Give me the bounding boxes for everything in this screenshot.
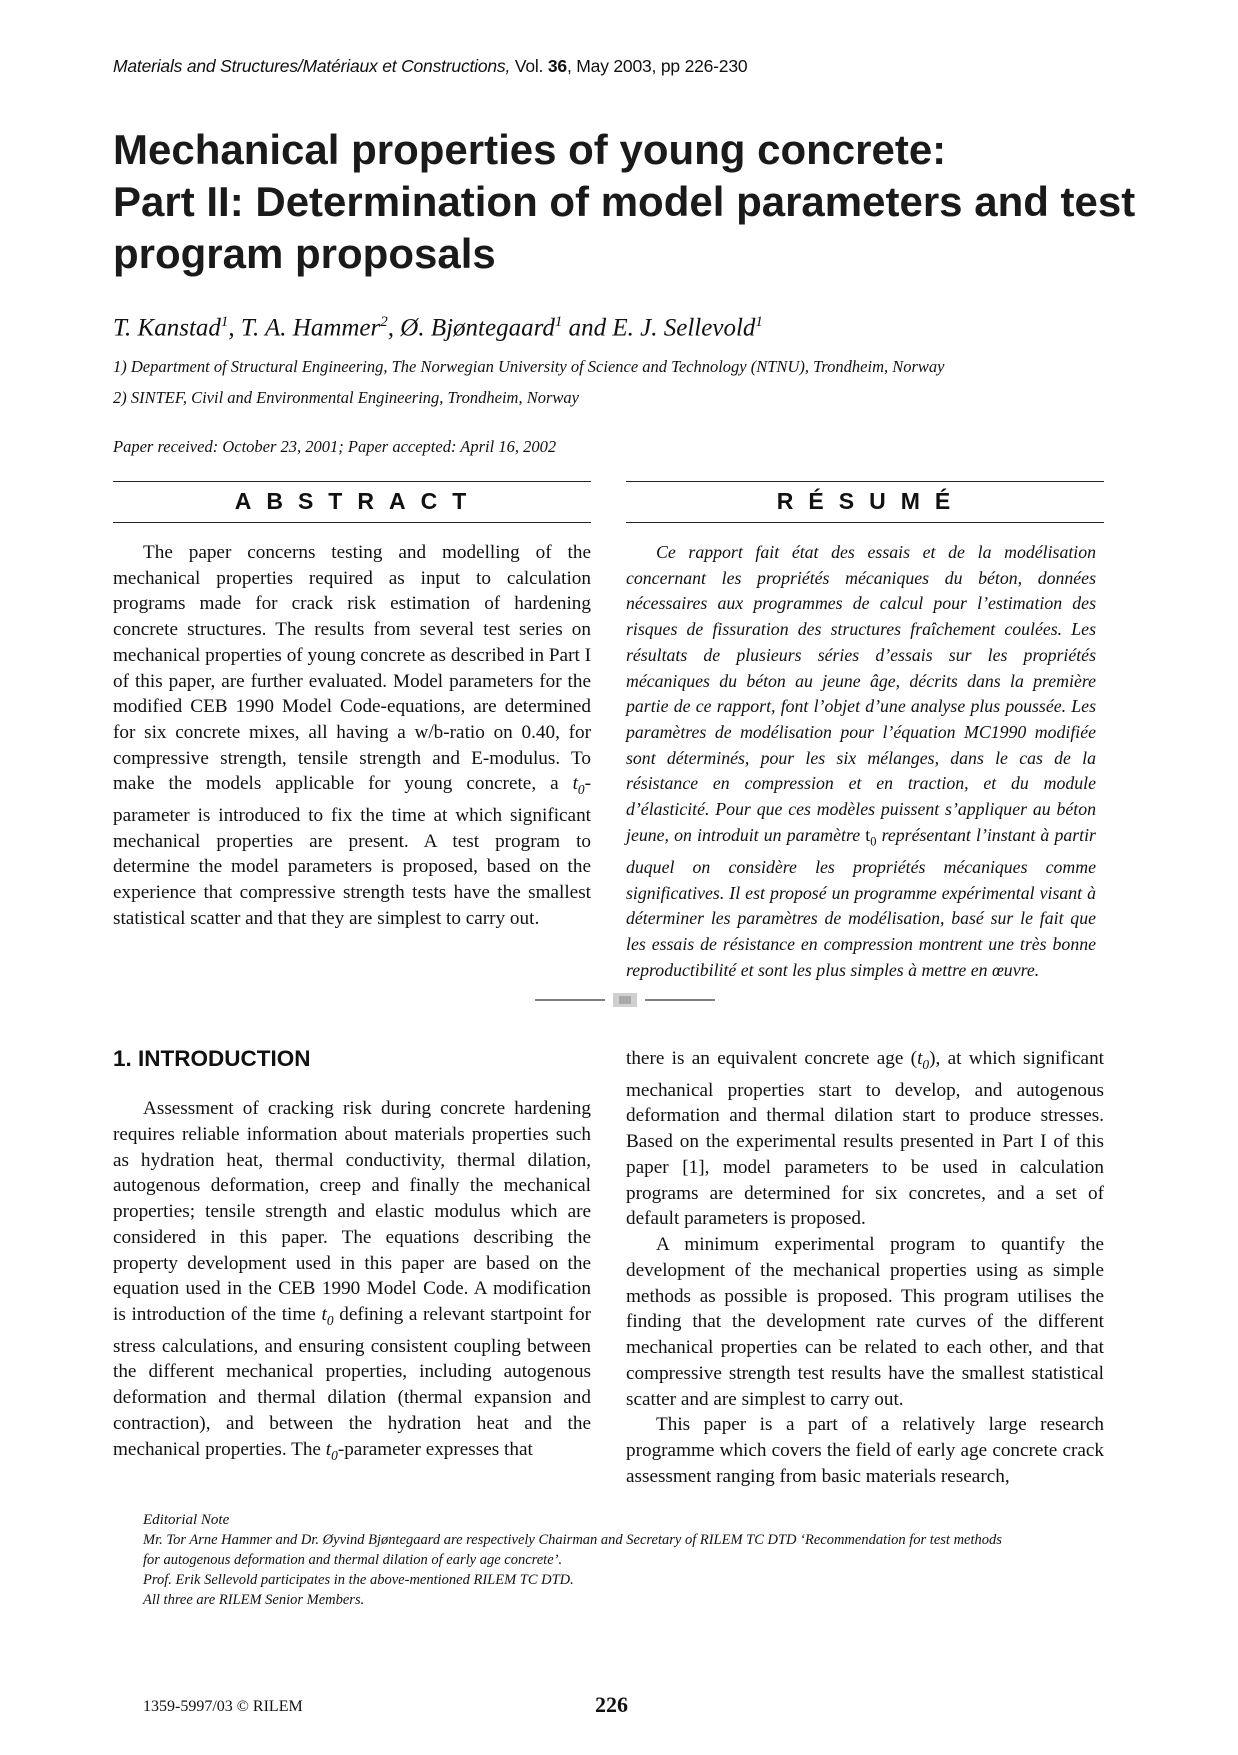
intro-paragraph-2 (626, 1046, 1104, 1232)
issue-date-pages: , May 2003, pp 226-230 (566, 56, 748, 76)
resume-text-a: Ce rapport fait état des essais et de la modélisation concernant les propriétés mécaniques du béton, données nécessaires aux programmes de calcul pour l’estimation des risques de fissuration des structures fraîchement coulées. Les résultats de plusieurs séries d’essais sur les propriétés mécaniques du béton au jeune âge, décrits dans la première partie de ce rapport, font l’objet d’une analyse plus poussée. Les paramètres de modélisation pour l’équation MC1990 modifiée sont déterminés, pour les six mélanges, dans le cas de la résistance en compression et en traction, et du module d’élasticité. Pour que ces modèles puissent s’appliquer au béton jeune, on introduit un paramètre (626, 542, 1096, 845)
intro-t0-t: t (321, 1304, 327, 1325)
resume-rule-top (626, 481, 1104, 482)
intro-t0-sub: 0 (326, 1312, 334, 1328)
author-3: , Ø. Bjøntegaard (387, 314, 555, 342)
intro-t0-t-3: t (917, 1048, 923, 1069)
resume-t0-symbol (865, 824, 877, 849)
editorial-heading: Editorial Note (143, 1512, 230, 1528)
intro-t0-sub-2: 0 (331, 1447, 338, 1463)
volume-prefix: Vol. (514, 56, 544, 76)
affiliation-1: 1) Department of Structural Engineering, The Norwegian University of Science and Technology (NTNU), Trondheim, Norway (113, 357, 945, 376)
abstract-text-b: -parameter is introduced to fix the time at which significant mechanical properties are present. A test program to determine the model parameters is proposed, based on the experience that compressive strength tests have the smallest statistical scatter and that they are simplest to carry out. (113, 773, 592, 929)
intro-p2-b: ), at which significant mechanical properties start to develop, and autogenous deformation and thermal dilation start to produce stresses. Based on the experimental results presented in Part I of this paper [1], model parameters to be used in calculation programs are determined for six concretes, and a set of default parameters is proposed. (626, 1048, 1104, 1230)
author-4: and E. J. Sellevold (562, 314, 756, 342)
intro-t0-symbol-2 (325, 1438, 338, 1463)
intro-t0-t-2: t (325, 1438, 332, 1460)
received-dates: Paper received: October 23, 2001; Paper accepted: April 16, 2002 (113, 437, 557, 456)
author-3-affil: 1 (554, 314, 563, 330)
intro-right-column (626, 1046, 1104, 1490)
title-line-3: program proposals (113, 230, 496, 277)
resume-text (626, 540, 1096, 984)
editorial-line-4: All three are RILEM Senior Members. (143, 1592, 365, 1608)
intro-t0-sub-3: 0 (922, 1056, 930, 1072)
volume-number: 36 (547, 56, 567, 76)
intro-t0-symbol (321, 1304, 334, 1328)
section-divider-ornament (535, 990, 715, 1010)
author-2-affil: 2 (380, 314, 388, 330)
editorial-line-3: Prof. Erik Sellevold participates in the above-mentioned RILEM TC DTD. (143, 1572, 574, 1588)
editorial-note (143, 1510, 1103, 1610)
editorial-line-2: for autogenous deformation and thermal dilation of early age concrete’. (143, 1552, 563, 1568)
intro-paragraph-3: A minimum experimental program to quantify the development of the mechanical properties using as simple methods as possible is proposed. This program utilises the finding that the development rate curves of the different mechanical properties can be related to each other, and that compressive strength test results have the smallest statistical scatter and are simplest to carry out. (626, 1234, 1104, 1410)
title-line-1: Mechanical properties of young concrete: (113, 126, 947, 173)
t0-symbol (572, 773, 585, 798)
intro-paragraph-1 (113, 1096, 591, 1468)
resume-text-b: représentant l’instant à partir duquel on considère les propriétés mécaniques comme significatives. Il est proposé un programme expérimental visant à déterminer les paramètres de modélisation, basé sur le fait que les essais de résistance en compression montrent une très bonne reproductibilité et sont les plus simples à mettre en œuvre. (626, 824, 1096, 980)
intro-p1-c: -parameter expresses that (337, 1438, 533, 1460)
abstract-rule-bottom (113, 522, 591, 523)
journal-header (113, 56, 747, 77)
resume-t0-sub: 0 (870, 834, 877, 849)
page-number: 226 (595, 1692, 628, 1717)
author-1-affil: 1 (220, 314, 229, 330)
title-line-2: Part II: Determination of model parameters and test (113, 178, 1136, 225)
resume-rule-bottom (626, 522, 1104, 523)
paper-title (113, 124, 1136, 280)
author-list (113, 314, 763, 342)
intro-paragraph-4: This paper is a part of a relatively large research programme which covers the field of early age concrete crack assessment ranging from basic materials research, (626, 1414, 1104, 1487)
intro-p1-b: defining a relevant startpoint for stress calculations, and ensuring consistent coupling between the different mechanical properties, including autogenous deformation and thermal dilation (thermal expansion and contraction), and between the hydration heat and the mechanical properties. The (113, 1304, 591, 1460)
intro-p2-a: there is an equivalent concrete age ( (626, 1048, 918, 1069)
editorial-line-1: Mr. Tor Arne Hammer and Dr. Øyvind Bjøntegaard are respectively Chairman and Secretary of RILEM TC DTD ‘Recommendation for test methods (143, 1532, 1002, 1548)
author-4-affil: 1 (755, 314, 763, 330)
abstract-heading: ABSTRACT (234, 488, 482, 514)
author-2: , T. A. Hammer (228, 314, 381, 342)
resume-t0-t: t (865, 824, 871, 845)
author-1: T. Kanstad (113, 314, 221, 342)
affiliation-2: 2) SINTEF, Civil and Environmental Engineering, Trondheim, Norway (113, 388, 579, 407)
abstract-text-a: The paper concerns testing and modelling of the mechanical properties required as input to calculation programs made for crack risk estimation of hardening concrete structures. The results from several test series on mechanical properties of young concrete as described in Part I of this paper, are further evaluated. Model parameters for the modified CEB 1990 Model Code-equations, are determined for six concrete mixes, all having a w/b-ratio on 0.40, for compressive strength, tensile strength and E-modulus. To make the models applicable for young concrete, a (113, 542, 591, 795)
intro-t0-symbol-3 (917, 1048, 930, 1072)
resume-heading: RÉSUMÉ (776, 488, 966, 514)
journal-name: Materials and Structures/Matériaux et Constructions, (113, 56, 511, 76)
abstract-rule-top (113, 481, 591, 482)
footer-issn: 1359-5997/03 © RILEM (143, 1698, 303, 1715)
introduction-heading: 1. INTRODUCTION (113, 1046, 311, 1071)
abstract-text (113, 540, 591, 931)
intro-p1-a: Assessment of cracking risk during concrete hardening requires reliable information about materials properties such as hydration heat, thermal conductivity, thermal dilation, autogenous deformation, creep and finally the mechanical properties; tensile strength and elastic modulus which are considered in this paper. The equations describing the property development used in this paper are based on the equation used in the CEB 1990 Model Code. A modification is introduction of the time (113, 1098, 591, 1325)
t0-t: t (572, 773, 578, 795)
t0-sub: 0 (577, 782, 585, 798)
